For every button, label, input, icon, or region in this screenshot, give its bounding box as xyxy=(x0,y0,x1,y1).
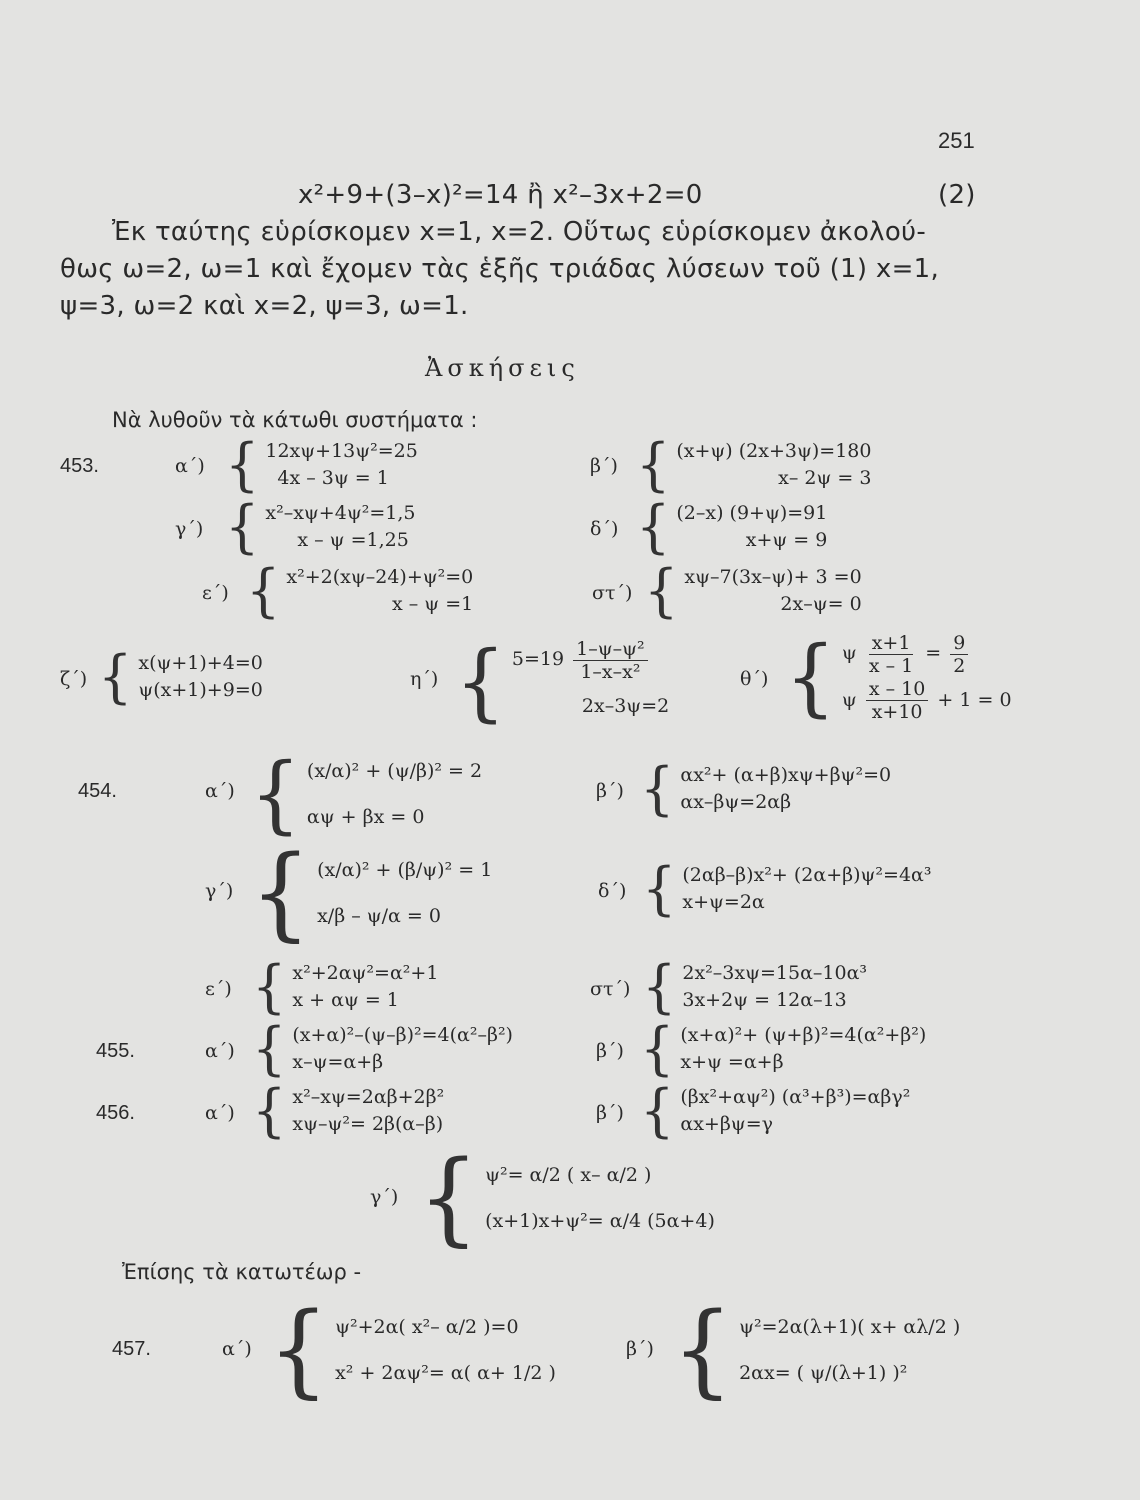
system-453h xyxy=(455,632,670,731)
exercise-number-453: 453. xyxy=(60,455,99,477)
page-number: 251 xyxy=(938,128,975,153)
eq-line: ψ $\frac{x - 10}{x+10}$ + 1 = 0 xyxy=(841,678,1012,723)
system-453c xyxy=(225,493,416,560)
system-453e xyxy=(246,557,474,624)
eq-line: αx²+ (α+β)xψ+βψ²=0 xyxy=(680,764,892,786)
part-label: ε΄) xyxy=(205,978,232,1000)
eq-line: (x+ψ) (2x+3ψ)=180 xyxy=(676,440,872,462)
brace: { xyxy=(642,855,677,922)
system-453a xyxy=(225,431,418,498)
eq-line: ψ²+2α( x²– α/2 )=0 xyxy=(335,1316,519,1338)
eq-line: x(ψ+1)+4=0 xyxy=(138,652,263,674)
system-456a xyxy=(252,1077,445,1144)
brace: { xyxy=(252,1015,287,1082)
part-label: γ΄) xyxy=(370,1186,399,1208)
eq-line: (2–x) (9+ψ)=91 xyxy=(676,502,828,524)
system-457b xyxy=(672,1291,961,1409)
exercise-number-456: 456. xyxy=(96,1102,135,1124)
eq-line: x²+2(xψ–24)+ψ²=0 xyxy=(286,566,474,588)
paragraph-line-1: Ἐκ ταύτης εὑρίσκομεν x=1, x=2. Οὕτως εὑρίσκομεν ἀκολού- xyxy=(112,217,927,247)
eq-line: x+ψ=2α xyxy=(682,891,765,913)
eq-line: αx+βψ=γ xyxy=(680,1113,773,1135)
system-454c xyxy=(250,834,493,952)
eq-line: x + αψ = 1 xyxy=(292,989,399,1011)
paragraph-line-3: ψ=3, ω=2 καὶ x=2, ψ=3, ω=1. xyxy=(60,291,469,321)
eq-line: x–ψ=α+β xyxy=(292,1051,384,1073)
fraction: $\frac{\text{1–ψ–ψ²}}{\text{1–x–x²}}$ xyxy=(573,638,648,683)
part-label: δ΄) xyxy=(590,518,619,540)
exercise-number-455: 455. xyxy=(96,1040,135,1062)
brace: { xyxy=(418,1139,480,1257)
brace: { xyxy=(455,632,506,731)
part-label: β΄) xyxy=(626,1338,654,1360)
part-label: στ΄) xyxy=(590,978,631,1000)
eq-line: x+ψ =α+β xyxy=(680,1051,784,1073)
brace: { xyxy=(225,493,260,560)
eq-line: ψ(x+1)+9=0 xyxy=(138,679,263,701)
brace: { xyxy=(225,431,260,498)
system-454a xyxy=(250,744,483,843)
eq-line: 5=19 $\frac{\text{1–ψ–ψ²}}{\text{1–x–x²}}$ xyxy=(512,636,669,683)
system-456b xyxy=(640,1077,911,1144)
fraction: $\frac{x+1}{x - 1}$ xyxy=(868,631,914,677)
part-label: β΄) xyxy=(596,1040,624,1062)
brace: { xyxy=(644,557,679,624)
part-label: ζ΄) xyxy=(60,668,88,690)
eq-line: αψ + βx = 0 xyxy=(306,806,425,828)
part-label: α΄) xyxy=(175,455,205,477)
eq-line: (x/α)² + (β/ψ)² = 1 xyxy=(317,859,493,881)
eq-line: (x+1)x+ψ²= α/4 (5α+4) xyxy=(485,1210,715,1232)
brace: { xyxy=(98,643,133,710)
system-455b xyxy=(640,1015,927,1082)
instruction-text: Νὰ λυθοῦν τὰ κάτωθι συστήματα : xyxy=(112,408,478,432)
eq-line: x– 2ψ = 3 xyxy=(778,467,872,489)
part-label: α΄) xyxy=(205,1102,235,1124)
closing-text: Ἐπίσης τὰ κατωτέωρ - xyxy=(122,1260,362,1284)
fraction: $\frac{9}{2}$ xyxy=(950,632,968,677)
part-label: γ΄) xyxy=(175,518,204,540)
brace: { xyxy=(252,1077,287,1144)
part-label: θ΄) xyxy=(740,668,769,690)
eq-line: x+ψ = 9 xyxy=(745,529,828,551)
eq-line: (βx²+αψ²) (α³+β³)=αβγ² xyxy=(680,1086,911,1108)
eq-line: (x/α)² + (ψ/β)² = 2 xyxy=(306,760,483,782)
system-454e xyxy=(252,953,439,1020)
paragraph-line-2: θως ω=2, ω=1 καὶ ἔχομεν τὰς ἑξῆς τριάδας λύσεων τοῦ (1) x=1, xyxy=(60,254,940,284)
system-456c xyxy=(418,1139,715,1257)
system-453d xyxy=(636,493,828,560)
part-label: α΄) xyxy=(205,1040,235,1062)
brace: { xyxy=(246,557,281,624)
fraction: $\frac{x - 10}{x+10}$ xyxy=(866,678,928,723)
eq-line: x²–xψ+4ψ²=1,5 xyxy=(265,502,416,524)
part-label: β΄) xyxy=(590,455,618,477)
eq-line: 4x – 3ψ = 1 xyxy=(277,467,389,489)
brace: { xyxy=(636,431,671,498)
eq-line: (2αβ–β)x²+ (2α+β)ψ²=4α³ xyxy=(682,864,932,886)
part-label: α΄) xyxy=(205,780,235,802)
equation-line: x²+9+(3–x)²=14 ἢ x²–3x+2=0 xyxy=(298,180,703,210)
brace: { xyxy=(250,744,301,843)
part-label: ε΄) xyxy=(202,582,229,604)
eq-line: 2x²–3xψ=15α–10α³ xyxy=(682,962,868,984)
section-heading: Ἀσκήσεις xyxy=(425,354,580,382)
brace: { xyxy=(672,1291,734,1409)
eq-line: x/β – ψ/α = 0 xyxy=(317,905,441,927)
eq-line: ψ²=2α(λ+1)( x+ αλ/2 ) xyxy=(739,1316,961,1338)
brace: { xyxy=(785,627,836,725)
eq-line: 12xψ+13ψ²=25 xyxy=(265,440,418,462)
brace: { xyxy=(252,953,287,1020)
eq-line: x² + 2αψ²= α( α+ 1/2 ) xyxy=(335,1362,556,1384)
equation-tag: (2) xyxy=(938,180,976,210)
part-label: δ΄) xyxy=(598,880,627,902)
system-453z xyxy=(98,643,263,710)
brace: { xyxy=(640,1077,675,1144)
eq-line: (x+α)²+ (ψ+β)²=4(α²+β²) xyxy=(680,1024,927,1046)
exercise-number-454: 454. xyxy=(78,780,117,802)
part-label: α΄) xyxy=(222,1338,252,1360)
system-457a xyxy=(268,1291,556,1409)
system-454b xyxy=(640,755,892,822)
part-label: β΄) xyxy=(596,1102,624,1124)
brace: { xyxy=(642,953,677,1020)
eq-line: ψ²= α/2 ( x– α/2 ) xyxy=(485,1164,652,1186)
part-label: στ΄) xyxy=(592,582,633,604)
brace: { xyxy=(268,1291,330,1409)
eq-line: x – ψ =1 xyxy=(392,593,474,615)
system-454st xyxy=(642,953,868,1020)
system-455a xyxy=(252,1015,513,1082)
eq-line: 2x–3ψ=2 xyxy=(581,694,670,717)
brace: { xyxy=(636,493,671,560)
eq-line: x – ψ =1,25 xyxy=(297,529,409,551)
system-453b xyxy=(636,431,872,498)
eq-line: ψ $\frac{x+1}{x - 1}$ = $\frac{9}{2}$ xyxy=(842,630,1012,677)
system-454d xyxy=(642,855,932,922)
exercise-number-457: 457. xyxy=(112,1338,151,1360)
eq-line: αx–βψ=2αβ xyxy=(680,791,792,813)
eq-line: (x+α)²–(ψ–β)²=4(α²–β²) xyxy=(292,1024,513,1046)
part-label: γ΄) xyxy=(205,880,234,902)
eq-line: 2x–ψ= 0 xyxy=(780,593,862,615)
eq-line: x²–xψ=2αβ+2β² xyxy=(292,1086,445,1108)
eq-line: 2αx= ( ψ/(λ+1) )² xyxy=(739,1362,908,1384)
part-label: η΄) xyxy=(410,668,439,690)
eq-line: xψ–ψ²= 2β(α–β) xyxy=(292,1113,444,1135)
brace: { xyxy=(250,834,312,952)
eq-line: xψ–7(3x–ψ)+ 3 =0 xyxy=(684,566,862,588)
brace: { xyxy=(640,1015,675,1082)
system-453st xyxy=(644,557,862,624)
part-label: β΄) xyxy=(596,780,624,802)
brace: { xyxy=(640,755,675,822)
eq-line: x²+2αψ²=α²+1 xyxy=(292,962,439,984)
system-453th xyxy=(785,627,1012,725)
eq-line: 3x+2ψ = 12α–13 xyxy=(682,989,847,1011)
